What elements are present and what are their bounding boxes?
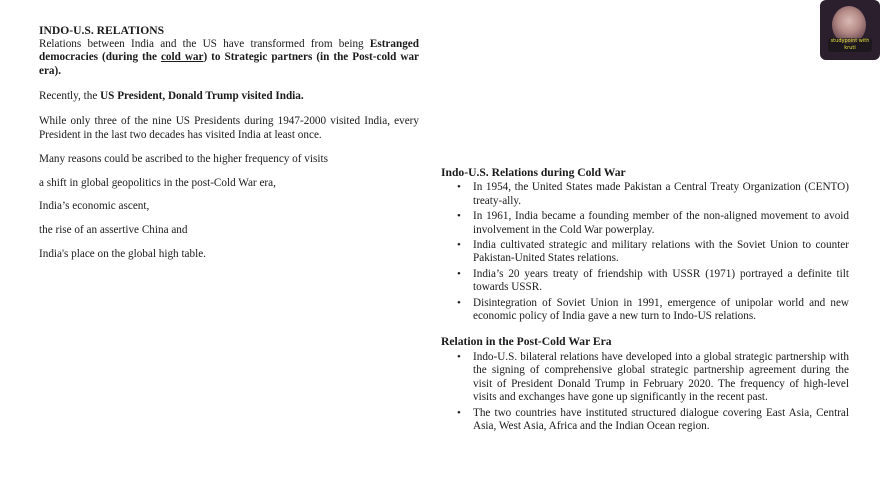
reason-3: the rise of an assertive China and <box>39 223 188 236</box>
bullet-icon: • <box>457 350 461 363</box>
list-item <box>457 350 849 405</box>
right-column <box>441 166 849 435</box>
left-column <box>39 24 419 261</box>
document-title: INDO-U.S. RELATIONS <box>39 24 165 37</box>
list-item-text: The two countries have instituted structured dialogue covering East Asia, Central Asia, West Asia, Africa and the Indian Ocean region. <box>473 406 849 432</box>
recent-bold: US President, Donald Trump visited India. <box>100 90 304 103</box>
intro-paragraph <box>39 38 419 79</box>
cold-war-list <box>441 181 849 323</box>
bullet-icon: • <box>457 296 461 309</box>
logo-line-2: kruti <box>844 45 856 51</box>
list-item <box>457 296 849 324</box>
intro-underlined: cold war <box>160 51 204 64</box>
bullet-icon: • <box>457 406 461 419</box>
bullet-icon: • <box>457 267 461 280</box>
list-item-text: In 1961, India became a founding member of the non-aligned movement to avoid involvement in the Cold War powerplay. <box>473 210 849 236</box>
reason-1: a shift in global geopolitics in the post-Cold War era, <box>39 176 276 189</box>
intro-bold-1: Estranged democracies (during the <box>39 37 419 64</box>
list-item-text: Indo-U.S. bilateral relations have developed into a global strategic partnership with the signing of comprehensive global strategic partnership agreement during the visit of President Donald Trump in February 2020. The frequency of high-level visits and exchanges have gone up significantly in the recent past. <box>473 350 849 404</box>
intro-text: Relations between India and the US have transformed from being <box>39 37 370 50</box>
bullet-icon: • <box>457 181 461 194</box>
post-cold-war-list <box>441 351 849 433</box>
list-item-text: Disintegration of Soviet Union in 1991, emergence of unipolar world and new economic policy of India gave a new turn to Indo-US relations. <box>473 296 849 323</box>
section-heading-cold-war: Indo-U.S. Relations during Cold War <box>441 166 626 179</box>
list-item <box>457 239 849 266</box>
list-item <box>457 406 849 434</box>
section-heading-post-cold-war: Relation in the Post-Cold War Era <box>441 335 612 349</box>
recent-prefix: Recently, the <box>39 90 101 103</box>
list-item-text: India’s 20 years treaty of friendship with USSR (1971) portrayed a definite tilt towards USSR. <box>473 267 849 294</box>
bullet-icon: • <box>457 210 461 223</box>
logo-line-1: studypoint with <box>830 38 870 44</box>
list-item <box>457 267 849 295</box>
intro-bold-2: ) to Strategic partners (in the Post-cold war era). <box>39 51 420 77</box>
reason-2: India’s economic ascent, <box>39 200 150 213</box>
presidents-paragraph: While only three of the nine US Presidents during 1947-2000 visited India, every President in the last two decades has visited India at least once. <box>39 114 419 141</box>
recent-paragraph <box>39 90 419 104</box>
list-item-text: India cultivated strategic and military relations with the Soviet Union to counter Pakistan-United States relations. <box>473 239 849 265</box>
reasons-line: Many reasons could be ascribed to the higher frequency of visits <box>39 153 328 166</box>
presenter-logo <box>820 0 880 60</box>
bullet-icon: • <box>457 239 461 252</box>
list-item <box>457 181 849 208</box>
list-item <box>457 210 849 237</box>
logo-badge <box>828 38 872 52</box>
list-item-text: In 1954, the United States made Pakistan a Central Treaty Organization (CENTO) treaty-ally. <box>473 181 849 207</box>
reason-4: India's place on the global high table. <box>39 247 206 260</box>
